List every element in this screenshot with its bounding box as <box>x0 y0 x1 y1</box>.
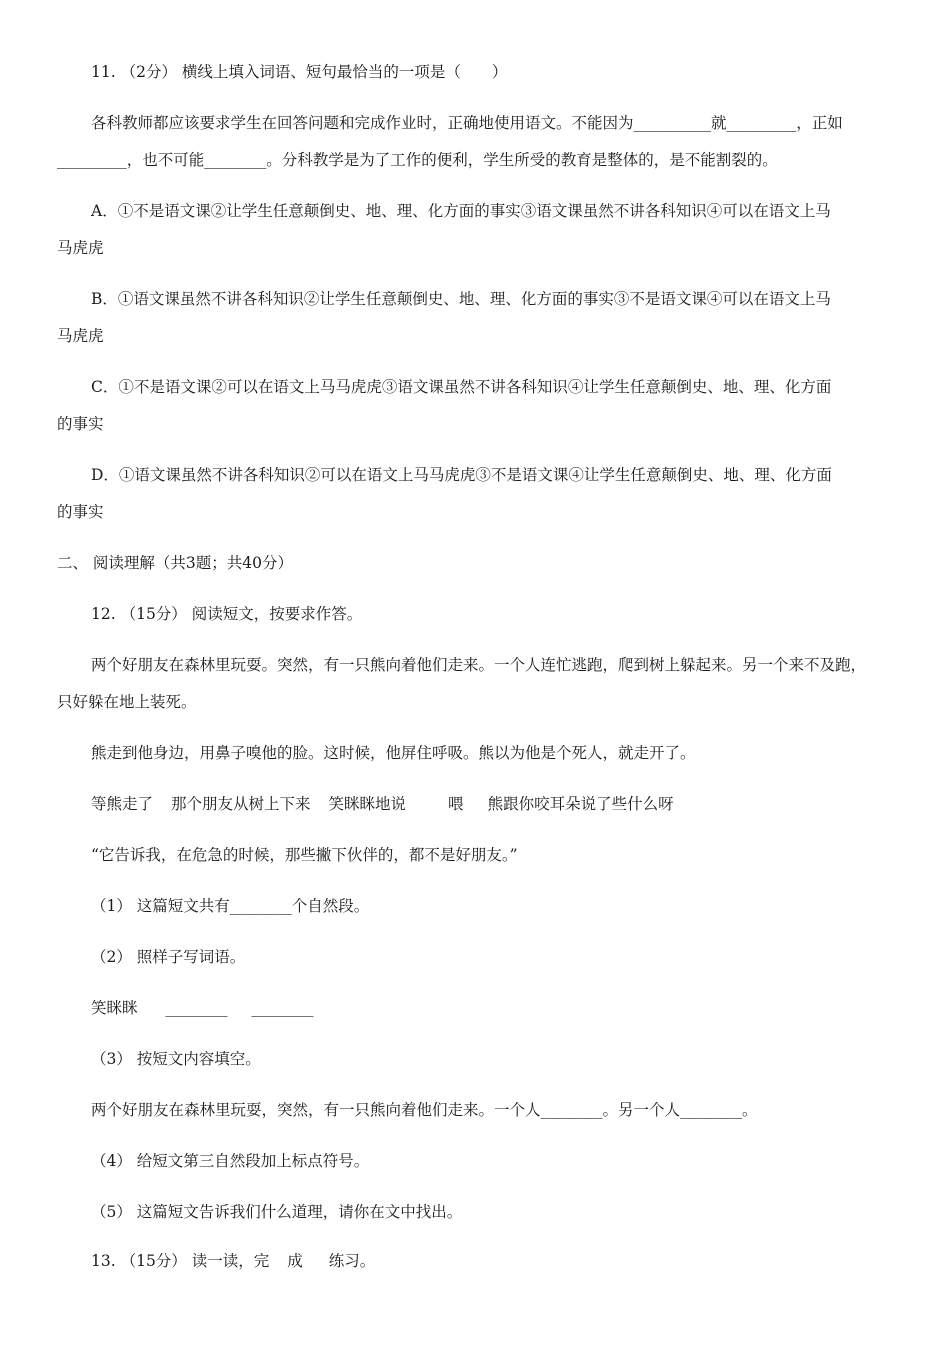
q12-sub3: （3） 按短文内容填空。 <box>91 1050 261 1068</box>
p3-part: 喂 <box>448 795 464 813</box>
answer-blank[interactable]: ________ <box>251 999 314 1017</box>
option-c-line1: C．①不是语文课②可以在语文上马马虎虎③语文课虽然不讲各科知识④让学生任意颠倒史、地、理、化方面 <box>91 378 832 396</box>
q12-sub2-example <box>91 998 314 1018</box>
q12-header: 12. （15分） 阅读短文，按要求作答。 <box>91 605 363 623</box>
passage-p1-line1: 两个好朋友在森林里玩耍。突然，有一只熊向着他们走来。一个人连忙逃跑，爬到树上躲起来。另一个来不及跑， <box>91 656 867 674</box>
q13-part: 13. （15分） 读一读，完 <box>91 1252 270 1270</box>
option-b-line2: 马虎虎 <box>57 327 104 345</box>
q11-header: 11. （2分） 横线上填入词语、短句最恰当的一项是（ ） <box>91 63 508 81</box>
p3-part: 熊跟你咬耳朵说了些什么呀 <box>487 795 674 813</box>
q12-sub2: （2） 照样子写词语。 <box>91 948 246 966</box>
q11-stem-line1: 各科教师都应该要求学生在回答问题和完成作业时，正确地使用语文。不能因为__________就_________，正如 <box>91 114 843 132</box>
passage-p1-line2: 只好躲在地上装死。 <box>57 693 197 711</box>
example-word: 笑眯眯 <box>91 999 138 1017</box>
q12-sub3-text: 两个好朋友在森林里玩耍，突然，有一只熊向着他们走来。一个人________。另一个人________。 <box>91 1101 758 1119</box>
passage-p4: “它告诉我，在危急的时候，那些撇下伙伴的，都不是好朋友。” <box>91 846 518 864</box>
option-a-line1: A．①不是语文课②让学生任意颠倒史、地、理、化方面的事实③语文课虽然不讲各科知识④可以在语文上马 <box>91 202 831 220</box>
q12-sub4: （4） 给短文第三自然段加上标点符号。 <box>91 1152 370 1170</box>
answer-blank[interactable]: ________ <box>165 999 228 1017</box>
p3-part: 那个朋友从树上下来 <box>171 795 311 813</box>
q13-part: 成 <box>287 1252 303 1270</box>
q12-sub5: （5） 这篇短文告诉我们什么道理，请你在文中找出。 <box>91 1203 463 1221</box>
p3-part: 等熊走了 <box>91 795 154 813</box>
section-title: 二、 阅读理解（共3题；共40分） <box>57 554 294 572</box>
passage-p2: 熊走到他身边，用鼻子嗅他的脸。这时候，他屏住呼吸。熊以为他是个死人，就走开了。 <box>91 744 696 762</box>
option-a-line2: 马虎虎 <box>57 239 104 257</box>
option-c-line2: 的事实 <box>57 415 104 433</box>
option-b-line1: B．①语文课虽然不讲各科知识②让学生任意颠倒史、地、理、化方面的事实③不是语文课④可以在语文上马 <box>91 290 831 308</box>
q13-header <box>91 1251 375 1271</box>
q11-stem-line2: _________，也不可能________。分科教学是为了工作的便利，学生所受的教育是整体的，是不能割裂的。 <box>57 151 778 169</box>
option-d-line1: D．①语文课虽然不讲各科知识②可以在语文上马马虎虎③不是语文课④让学生任意颠倒史、地、理、化方面 <box>91 466 832 484</box>
q12-sub1: （1） 这篇短文共有________个自然段。 <box>91 897 370 915</box>
q13-part: 练习。 <box>328 1252 376 1270</box>
passage-p3 <box>91 794 674 814</box>
p3-part: 笑眯眯地说 <box>328 795 407 813</box>
option-d-line2: 的事实 <box>57 503 104 521</box>
